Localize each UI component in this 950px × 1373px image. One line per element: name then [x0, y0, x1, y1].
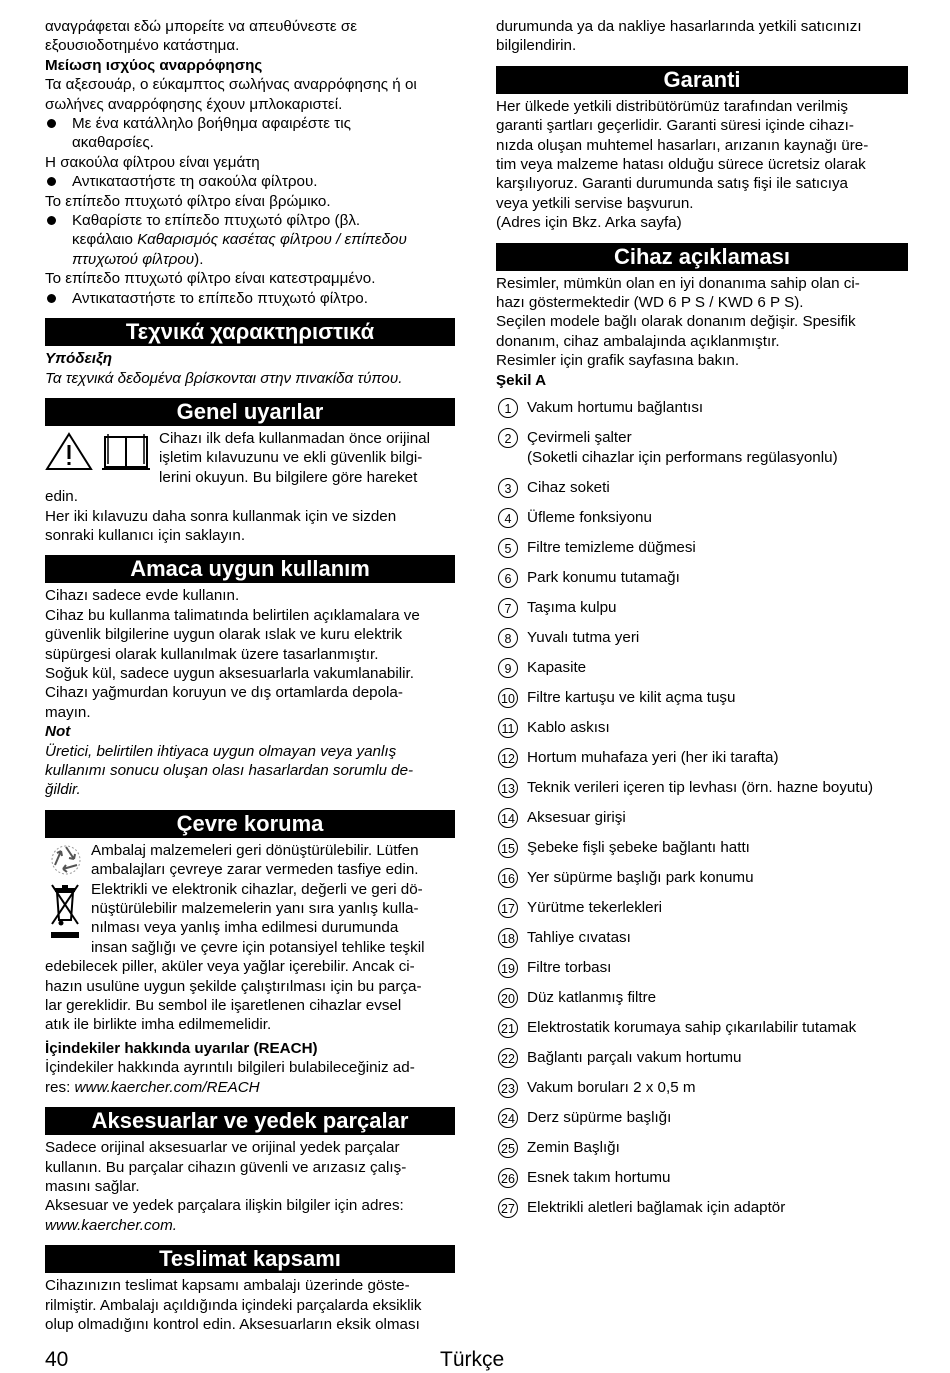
text-line: karşılıyoruz. Garanti durumunda satış fişi ile satıcıya — [496, 175, 848, 193]
text-line: Seçilen modele bağlı olarak donanım değişir. Spesifik — [496, 313, 856, 331]
note-text: Τα τεχνικά δεδομένα βρίσκονται στην πινακίδα τύπου. — [45, 369, 403, 387]
list-item: 22 Bağlantı parçalı vakum hortumu — [496, 1048, 908, 1078]
text-line: lar gereklidir. Bu sembol ile işaretlenen cihazlar evsel — [45, 997, 402, 1015]
list-item: 2 Çevirmeli şalter (Soketli cihazlar için performans regülasyonlu) — [496, 428, 908, 478]
text-line: veya yetkili servise başvurun. — [496, 194, 694, 212]
item-number: 2 — [498, 428, 518, 448]
list-item: 6 Park konumu tutamağı — [496, 568, 908, 598]
list-item: 7 Taşıma kulpu — [496, 598, 908, 628]
list-item: 24 Derz süpürme başlığı — [496, 1108, 908, 1138]
section-header-technical: Τεχνικά χαρακτηριστικά — [45, 318, 455, 346]
item-number: 18 — [498, 928, 518, 948]
item-number: 9 — [498, 658, 518, 678]
recycling-block: Ambalaj malzemeleri geri dönüştürülebilir. Lütfen ambalajları çevreye zarar vermeden tasfiye edin. — [45, 841, 455, 880]
list-item: 27 Elektrikli aletleri bağlamak için adaptör — [496, 1198, 908, 1228]
text-line: Cihazı yağmurdan koruyun ve dış ortamlarda depola- — [45, 684, 403, 702]
text-line: kullanın. Bu parçalar cihazın güvenli ve arızasız çalış- — [45, 1158, 407, 1176]
list-item: 5 Filtre temizleme düğmesi — [496, 538, 908, 568]
text-line: Soğuk kül, sadece uygun aksesuarlarla vakumlanabilir. — [45, 664, 414, 682]
text-line: garanti şartları geçerlidir. Garanti süresi içinde cihazı- — [496, 117, 854, 135]
list-item: 16 Yer süpürme başlığı park konumu — [496, 868, 908, 898]
list-item: 12 Hortum muhafaza yeri (her iki tarafta) — [496, 748, 908, 778]
text-line: güvenlik bilgilerine uygun olarak ıslak ve kuru elektrik — [45, 626, 403, 644]
bullet-item: Αντικαταστήστε τη σακούλα φίλτρου. — [45, 172, 455, 191]
list-item: 9 Kapasite — [496, 658, 908, 688]
text-line: Το επίπεδο πτυχωτό φίλτρο είναι βρώμικο. — [45, 192, 331, 210]
item-number: 4 — [498, 508, 518, 528]
list-item: 23 Vakum boruları 2 x 0,5 m — [496, 1078, 908, 1108]
text-line: (Adres için Bkz. Arka sayfa) — [496, 214, 682, 232]
item-number: 5 — [498, 538, 518, 558]
text-line: edin. — [45, 488, 78, 506]
item-number: 13 — [498, 778, 518, 798]
note-text: ğildir. — [45, 781, 81, 799]
text-line: Her ülkede yetkili distribütörümüz tarafından verilmiş — [496, 97, 848, 115]
text-line: Her iki kılavuzu daha sonra kullanmak için ve sizden — [45, 507, 397, 525]
reach-heading: İçindekiler hakkında uyarılar (REACH) — [45, 1039, 318, 1057]
figure-label: Şekil A — [496, 371, 547, 389]
text-line: süpürgesi olarak kullanılmak üzere tasarlanmıştır. — [45, 645, 379, 663]
list-item: 19 Filtre torbası — [496, 958, 908, 988]
note-label: Υπόδειξη — [45, 350, 113, 368]
list-item: 25 Zemin Başlığı — [496, 1138, 908, 1168]
note-text: kullanımı sonucu oluşan olası hasarlardan sorumlu de- — [45, 762, 414, 779]
section-header-accessories: Aksesuarlar ve yedek parçalar — [45, 1107, 455, 1135]
text-line: Resimler için grafik sayfasına bakın. — [496, 352, 740, 370]
parts-list — [496, 398, 908, 1228]
item-number: 24 — [498, 1108, 518, 1128]
item-number: 11 — [498, 718, 518, 738]
left-column: αναγράφεται εδώ μπορείτε να απευθύνεστε σε εξουσιοδοτημένο κατάστημα. Μείωση ισχύος αναρρόφησης Τα αξεσουάρ, ο εύκαμπτος σωλήνας αναρρόφησης ή οι σωλήνες αναρρόφησης έχουν μπλοκαριστεί. Με ένα κατάλληλο βοήθημα αφαιρέστε τις ακαθαρσίες. Η σακούλα φίλτρου είναι γεμάτη Αντικαταστήστε τη σακούλα φίλτρου. Το επίπεδο πτυχωτό φίλτρο είναι βρώμικο. Καθαρίστε το επίπεδο πτυχωτό φίλτρο (βλ. κεφάλαιο Καθαρισμός κασέτας φίλτρου / επίπεδου πτυχωτού φίλτρου). Το επίπεδο πτυχωτό φίλτρο είναι κατεστραμμένο. Αντικαταστήστε το επίπεδο πτυχωτό φίλτρο. Τεχνικά χαρακτηριστικά Υπόδειξη Τα τεχνικά δεδομένα βρίσκονται στην πινακίδα τύπου. Genel uyarılar Cihazı ilk defa kullanmadan önce orijinal işletim kılavuzunu ve ekli güvenlik bilgi- lerini okuyun. Bu bilgilere göre hareket edin. Her iki kılavuzu daha sonra kullanmak için ve sizden sonraki kullanıcı için saklayın. Amaca uygun kullanım Cihazı sadece evde kullanın. Cihaz bu kullanma talimatında belirtilen açıklamalara ve güvenlik bilgilerine uygun olarak ıslak ve kuru elektrik süpürgesi olarak kullanılmak üzere tasarlanmıştır. Soğuk kül, sadece uygun aksesuarlarla vakumlanabilir. Cihazı yağmurdan koruyun ve dış ortamlarda depola- mayın. Not Üretici, belirtilen ihtiyaca uygun olmayan veya yanlış kullanımı sonucu oluşan olası hasarlardan sorumlu de- ğildir. Çevre koruma Ambalaj malzemeleri geri dönüştürülebilir. Lütfen ambalajları çevreye zarar vermeden tasfiye edin. Elektrikli ve elektronik cihazlar, değerli ve geri dö- nüştürülebilir malzemelerin yanı sıra yanlış kulla- nılması veya yanlış imha edilmesi durumunda insan sağlığı ve çevre için potansiyel tehlike teşkil edebilecek piller, aküler veya yağlar içerebilir. Ancak ci- hazın usulüne uygun şekilde çalıştırılması için bu parça- lar gereklidir. Bu sembol ile işaretlenen cihazlar evsel atık ile birlikte imha edilmemelidir. İçindekiler hakkında uyarılar (REACH) İçindekiler hakkında ayrıntılı bilgileri bulabileceğiniz ad- res: www.kaercher.com/REACH Aksesuarlar ve yedek parçalar Sadece orijinal aksesuarlar ve orijinal yedek parçalar kullanın. Bu parçalar cihazın güvenli ve arızasız çalış- masını sağlar. Aksesuar ve yedek parçalara ilişkin bilgiler için adres: www.kaercher.com. Teslimat kapsamı Cihazınızın teslimat kapsamı ambalajı üzerinde göste- rilmiştir. Ambalajı açıldığında içindeki parçalarda eksiklik olup olmadığını kontrol edin. Aksesuarların eksik olması — [45, 17, 455, 1334]
recycling-icon — [47, 843, 85, 877]
text-line: Resimler, mümkün olan en iyi donanıma sahip olan ci- — [496, 274, 860, 292]
list-item: 1 Vakum hortumu bağlantısı — [496, 398, 908, 428]
text-line: εξουσιοδοτημένο κατάστημα. — [45, 37, 240, 55]
item-number: 27 — [498, 1198, 518, 1218]
section-header-intended-use: Amaca uygun kullanım — [45, 555, 455, 583]
list-item: 14 Aksesuar girişi — [496, 808, 908, 838]
text-line: donanım, cihaz ambalajında açıklanmıştır. — [496, 332, 780, 350]
item-number: 22 — [498, 1048, 518, 1068]
bullet-item: Αντικαταστήστε το επίπεδο πτυχωτό φίλτρο. — [45, 289, 455, 308]
bullet-item: Καθαρίστε το επίπεδο πτυχωτό φίλτρο (βλ. κεφάλαιο Καθαρισμός κασέτας φίλτρου / επίπεδου πτυχωτού φίλτρου). — [45, 211, 455, 269]
section-header-delivery-scope: Teslimat kapsamı — [45, 1245, 455, 1273]
note-text: Üretici, belirtilen ihtiyaca uygun olmayan veya yanlış — [45, 742, 397, 760]
weee-block: Elektrikli ve elektronik cihazlar, değerli ve geri dö- nüştürülebilir malzemelerin yanı sıra yanlış kulla- nılması veya yanlış imha edilmesi durumunda insan sağlığı ve çevre için potansiyel tehlike teşkil — [45, 880, 455, 958]
item-number: 16 — [498, 868, 518, 888]
note-label: Not — [45, 723, 71, 741]
manual-book-icon — [101, 431, 151, 471]
text-line: Η σακούλα φίλτρου είναι γεμάτη — [45, 153, 260, 171]
list-item: 17 Yürütme tekerlekleri — [496, 898, 908, 928]
text-line: masını sağlar. — [45, 1177, 140, 1195]
item-number: 12 — [498, 748, 518, 768]
item-number: 10 — [498, 688, 518, 708]
warning-icon — [45, 431, 97, 471]
section-header-warranty: Garanti — [496, 66, 908, 94]
footer-language: Türkçe — [440, 1348, 505, 1371]
item-number: 21 — [498, 1018, 518, 1038]
crossed-bin-icon — [49, 882, 81, 940]
text-line: bilgilendirin. — [496, 37, 577, 55]
item-number: 26 — [498, 1168, 518, 1188]
section-header-environment: Çevre koruma — [45, 810, 455, 838]
list-item: 26 Esnek takım hortumu — [496, 1168, 908, 1198]
text-line: σωλήνες αναρρόφησης έχουν μπλοκαριστεί. — [45, 95, 343, 113]
item-number: 15 — [498, 838, 518, 858]
right-column — [496, 17, 908, 1228]
text-line: atık ile birlikte imha edilmemelidir. — [45, 1016, 272, 1034]
general-warning-block: Cihazı ilk defa kullanmadan önce orijinal işletim kılavuzunu ve ekli güvenlik bilgi- lerini okuyun. Bu bilgilere göre hareket — [45, 429, 455, 487]
text-line: sonraki kullanıcı için saklayın. — [45, 526, 246, 544]
text-line: Τα αξεσουάρ, ο εύκαμπτος σωλήνας αναρρόφησης ή οι — [45, 76, 417, 94]
list-item: 8 Yuvalı tutma yeri — [496, 628, 908, 658]
item-number: 25 — [498, 1138, 518, 1158]
text-line: tim veya malzeme hatası olduğu sürece ücretsiz olarak — [496, 156, 866, 174]
chapter-reference: Καθαρισμός κασέτας φίλτρου / επίπεδου — [137, 231, 407, 249]
page-number: 40 — [45, 1348, 69, 1371]
item-number: 1 — [498, 398, 518, 418]
text-line: αναγράφεται εδώ μπορείτε να απευθύνεστε σε — [45, 18, 358, 35]
text-line: hazı göstermektedir (WD 6 P S / KWD 6 P S). — [496, 294, 804, 312]
text-line: Aksesuar ve yedek parçalara ilişkin bilgiler için adres: — [45, 1197, 404, 1215]
list-item: 21 Elektrostatik korumaya sahip çıkarılabilir tutamak — [496, 1018, 908, 1048]
text-line: Cihaz bu kullanma talimatında belirtilen açıklamalara ve — [45, 606, 420, 624]
item-number: 7 — [498, 598, 518, 618]
list-item: 11 Kablo askısı — [496, 718, 908, 748]
list-item: 3 Cihaz soketi — [496, 478, 908, 508]
suction-heading: Μείωση ισχύος αναρρόφησης — [45, 56, 263, 74]
list-item: 20 Düz katlanmış filtre — [496, 988, 908, 1018]
section-header-device-description: Cihaz açıklaması — [496, 243, 908, 271]
list-item: 4 Üfleme fonksiyonu — [496, 508, 908, 538]
text-line: nızda oluşan muhtemel hasarları, arızanın kaynağı üre- — [496, 136, 869, 154]
list-item: 10 Filtre kartuşu ve kilit açma tuşu — [496, 688, 908, 718]
item-number: 14 — [498, 808, 518, 828]
text-line: Cihazınızın teslimat kapsamı ambalajı üzerinde göste- — [45, 1277, 410, 1295]
item-number: 17 — [498, 898, 518, 918]
section-header-general-warnings: Genel uyarılar — [45, 398, 455, 426]
item-number: 19 — [498, 958, 518, 978]
list-item: 18 Tahliye cıvatası — [496, 928, 908, 958]
text-line: mayın. — [45, 703, 91, 721]
item-number: 3 — [498, 478, 518, 498]
item-number: 23 — [498, 1078, 518, 1098]
text-line: İçindekiler hakkında ayrıntılı bilgileri bulabileceğiniz ad- — [45, 1059, 415, 1077]
text-line: olup olmadığını kontrol edin. Aksesuarların eksik olması — [45, 1315, 420, 1333]
reach-link[interactable]: www.kaercher.com/REACH — [74, 1078, 260, 1096]
text-line: Cihazı sadece evde kullanın. — [45, 587, 240, 605]
text-line: hazın usulüne uygun şekilde çalıştırılması için bu parça- — [45, 977, 422, 995]
text-line: Το επίπεδο πτυχωτό φίλτρο είναι κατεστραμμένο. — [45, 270, 376, 288]
list-item: 15 Şebeke fişli şebeke bağlantı hattı — [496, 838, 908, 868]
bullet-item: Με ένα κατάλληλο βοήθημα αφαιρέστε τις ακαθαρσίες. — [45, 114, 455, 153]
text-line: edebilecek piller, aküler veya yağlar içerebilir. Ancak ci- — [45, 958, 415, 976]
item-number: 8 — [498, 628, 518, 648]
text-line: Sadece orijinal aksesuarlar ve orijinal yedek parçalar — [45, 1139, 400, 1157]
kaercher-link[interactable]: www.kaercher.com. — [45, 1216, 177, 1234]
text-line: durumunda ya da nakliye hasarlarında yetkili satıcınızı — [496, 18, 862, 35]
item-number: 20 — [498, 988, 518, 1008]
text-line: rilmiştir. Ambalajı açıldığında içindeki parçalarda eksiklik — [45, 1296, 422, 1314]
list-item: 13 Teknik verileri içeren tip levhası (örn. hazne boyutu) — [496, 778, 908, 808]
item-number: 6 — [498, 568, 518, 588]
